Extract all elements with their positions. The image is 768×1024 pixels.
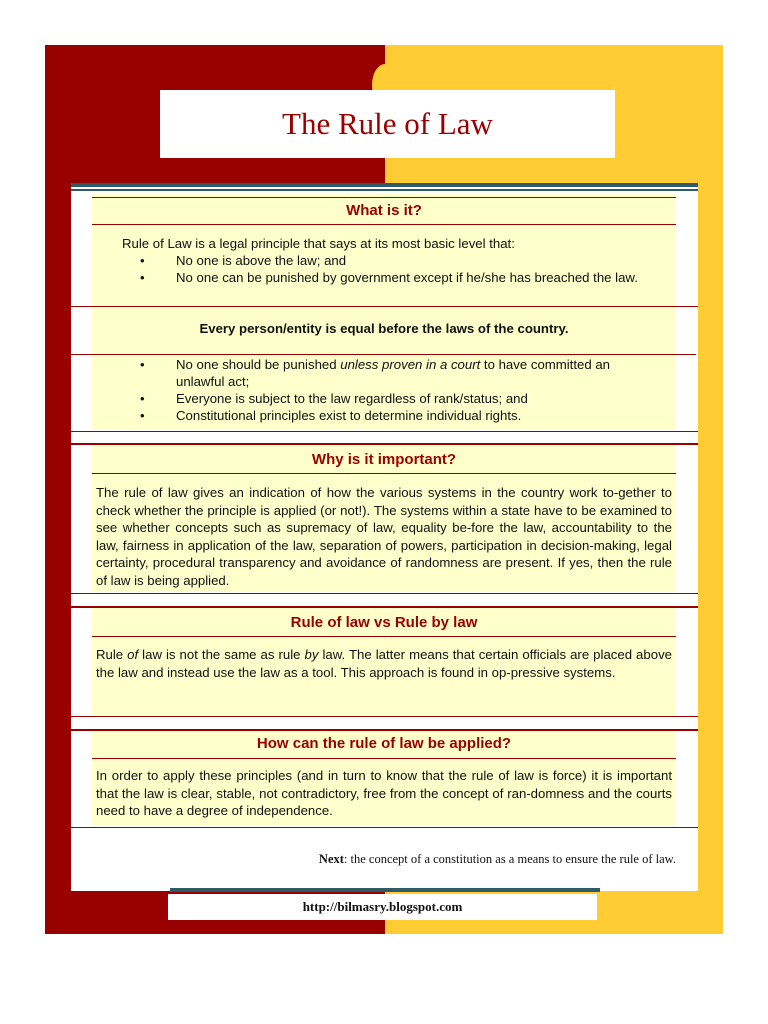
next-note: Next: the concept of a constitution as a means to ensure the rule of law. [318,852,676,866]
blog-url-link[interactable]: http://bilmasry.blogspot.com [302,899,463,914]
section-why-heading: Why is it important? [311,451,457,468]
section-what-bullets-2 [140,356,660,424]
divider [71,716,698,717]
section-vs-body: Rule of law is not the same as rule by law. The latter means that certain officials are placed above the law and instead use the law as a tool. This approach is found in op-pressive systems. [96,647,672,680]
divider [71,729,698,731]
divider [71,606,698,608]
title-box [160,90,615,158]
divider [71,354,696,355]
section-what-intro: Rule of Law is a legal principle that says at its most basic level that: [122,236,515,251]
section-what-bullets [140,252,660,286]
page-title: The Rule of Law [282,106,493,141]
divider [92,636,676,637]
divider [92,197,676,198]
panel-top-bar [71,183,698,187]
divider [92,758,676,759]
divider [71,593,698,594]
divider [92,224,676,225]
section-what-emphasis: Every person/entity is equal before the laws of the country. [199,321,569,336]
divider [71,827,698,828]
list-item: • No one can be punished by government except if he/she has breached the law. [140,269,660,286]
divider [71,306,698,307]
divider [71,443,698,445]
divider [71,431,698,432]
bottom-bar [170,888,600,892]
divider [92,473,676,474]
list-item: • No one should be punished unless proven in a court to have committed an unlawful act; [140,356,660,390]
url-box [168,894,597,920]
section-how-heading: How can the rule of law be applied? [256,735,512,752]
panel-top-bar-thin [71,189,698,191]
section-why-body: The rule of law gives an indication of how the various systems in the country work to-gether to check whether the principle is applied (or not!). The systems within a state have to be examined to see whether concepts such as supremacy of law, equality be-fore the law, accountability to the law, fairness in application of the law, separation of powers, participation in decision-making, legal certainty, procedural transparency and avoidance of randomness are present. If yes, then the rule of law is being applied. [96,485,672,588]
list-item: • Everyone is subject to the law regardless of rank/status; and [140,390,660,407]
list-item: • Constitutional principles exist to determine individual rights. [140,407,660,424]
list-item: • No one is above the law; and [140,252,660,269]
section-vs-heading: Rule of law vs Rule by law [290,614,478,631]
section-what-heading: What is it? [346,202,422,219]
section-how-body: In order to apply these principles (and in turn to know that the rule of law is force) it is important that the law is clear, stable, not contradictory, free from the concept of ran-domness and the courts need to have a degree of independence. [96,768,672,818]
